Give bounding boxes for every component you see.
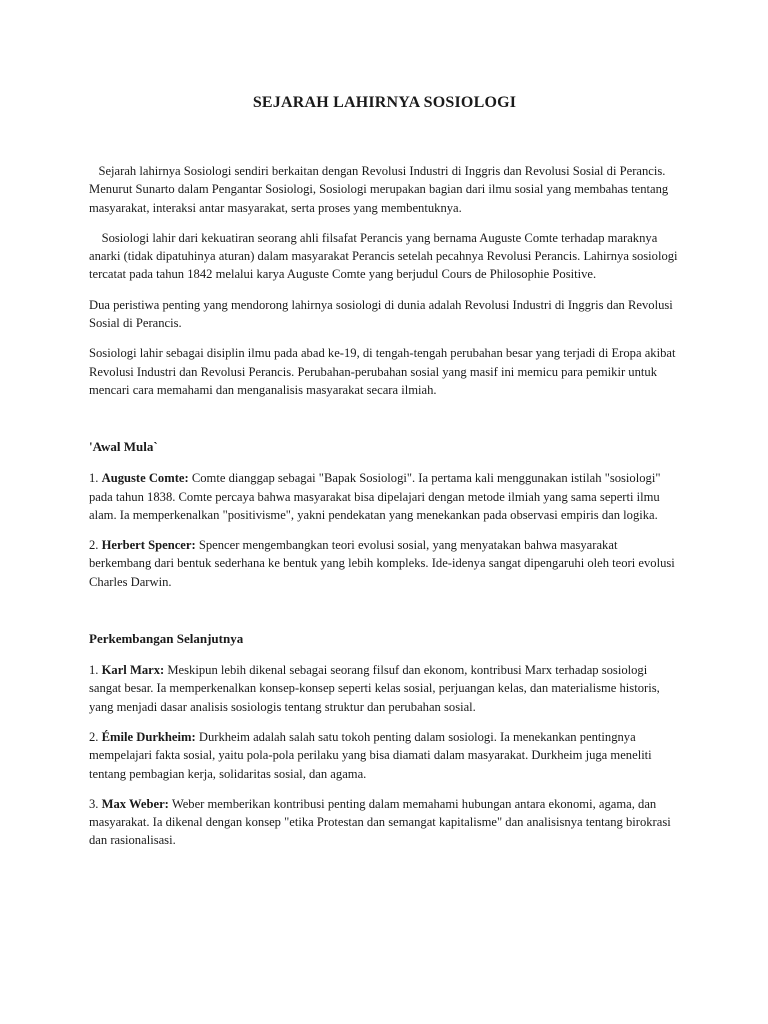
- intro-paragraph-4: Sosiologi lahir sebagai disiplin ilmu pada abad ke-19, di tengah-tengah perubahan besar yang terjadi di Eropa akibat Revolusi Industri dan Revolusi Perancis. Perubahan-perubahan sosial yang masif ini memicu para pemikir untuk mencari cara memahami dan menganalisis masyarakat secara ilmiah.: [89, 346, 676, 397]
- list-item-number: 1.: [89, 663, 99, 678]
- intro-paragraph-2-text: Sosiologi lahir dari kekuatiran seorang ahli filsafat Perancis yang bernama Auguste Comte terhadap maraknya anarki (tidak dipatuhinya aturan) dalam masyarakat Perancis setelah pecahnya Revolusi Perancis. Lahirnya sosiologi tercatat pada tahun 1842 melalui karya Auguste Comte yang berjudul Cours de Philosophie Positive.: [89, 230, 678, 282]
- list-item-text: Spencer mengembangkan teori evolusi sosial, yang menyatakan bahwa masyarakat berkembang dari bentuk sederhana ke bentuk yang lebih kompleks. Ide-idenya sangat dipengaruhi oleh teori evolusi Charles Darwin.: [89, 538, 675, 589]
- list-item-name: Herbert Spencer:: [101, 538, 196, 553]
- list-item-number: 2.: [89, 538, 99, 553]
- intro-paragraph-2: [89, 229, 680, 284]
- intro-paragraph-1-text: Sejarah lahirnya Sosiologi sendiri berkaitan dengan Revolusi Industri di Inggris dan Revolusi Sosial di Perancis. Menurut Sunarto dalam Pengantar Sosiologi, Sosiologi merupakan bagian dari ilmu sosial yang membahas tentang masyarakat, interaksi antar masyarakat, serta proses yang membentuknya.: [89, 164, 669, 215]
- document-title: SEJARAH LAHIRNYA SOSIOLOGI: [252, 94, 517, 111]
- list-item-text: Comte dianggap sebagai "Bapak Sosiologi". Ia pertama kali menggunakan istilah "sosiologi" pada tahun 1838. Comte percaya bahwa masyarakat bisa dipelajari dengan metode ilmiah yang sama seperti ilmu alam. Ia memperkenalkan "positivisme", yakni pendekatan yang menekankan pada observasi empiris dan logika.: [89, 471, 661, 522]
- list-item: [89, 536, 680, 591]
- list-item-name: Émile Durkheim:: [101, 729, 196, 744]
- intro-paragraph-1: [89, 162, 680, 217]
- list-item-text: Meskipun lebih dikenal sebagai seorang filsuf dan ekonom, kontribusi Marx terhadap sosiologi sangat besar. Ia memperkenalkan konsep-konsep seperti kelas sosial, perjuangan kelas, dan materialisme historis, yang menjadi dasar analisis sosiologis tentang struktur dan perubahan sosial.: [89, 663, 660, 714]
- section-heading-awal-mula: 'Awal Mula`: [89, 439, 158, 455]
- section-heading-perkembangan: Perkembangan Selanjutnya: [89, 631, 244, 647]
- list-item: [89, 795, 680, 850]
- list-item: [89, 661, 680, 716]
- list-item-name: Max Weber:: [101, 796, 169, 811]
- list-item: [89, 469, 680, 524]
- list-item-number: 3.: [89, 796, 99, 811]
- list-item-name: Auguste Comte:: [101, 471, 189, 486]
- intro-paragraph-3: Dua peristiwa penting yang mendorong lahirnya sosiologi di dunia adalah Revolusi Industri di Inggris dan Revolusi Sosial di Perancis.: [89, 297, 673, 331]
- list-item-text: Durkheim adalah salah satu tokoh penting dalam sosiologi. Ia menekankan pentingnya mempelajari fakta sosial, yaitu pola-pola perilaku yang bisa diamati dalam masyarakat. Durkheim juga meneliti tentang pembagian kerja, solidaritas sosial, dan agama.: [89, 729, 652, 781]
- list-item-number: 1.: [89, 471, 99, 486]
- list-item: [89, 728, 680, 783]
- list-item-name: Karl Marx:: [101, 663, 165, 678]
- list-item-text: Weber memberikan kontribusi penting dalam memahami hubungan antara ekonomi, agama, dan masyarakat. Ia dikenal dengan konsep "etika Protestan dan semangat kapitalisme" dan analisisnya tentang birokrasi dan rasionalisasi.: [89, 796, 671, 848]
- list-item-number: 2.: [89, 729, 99, 744]
